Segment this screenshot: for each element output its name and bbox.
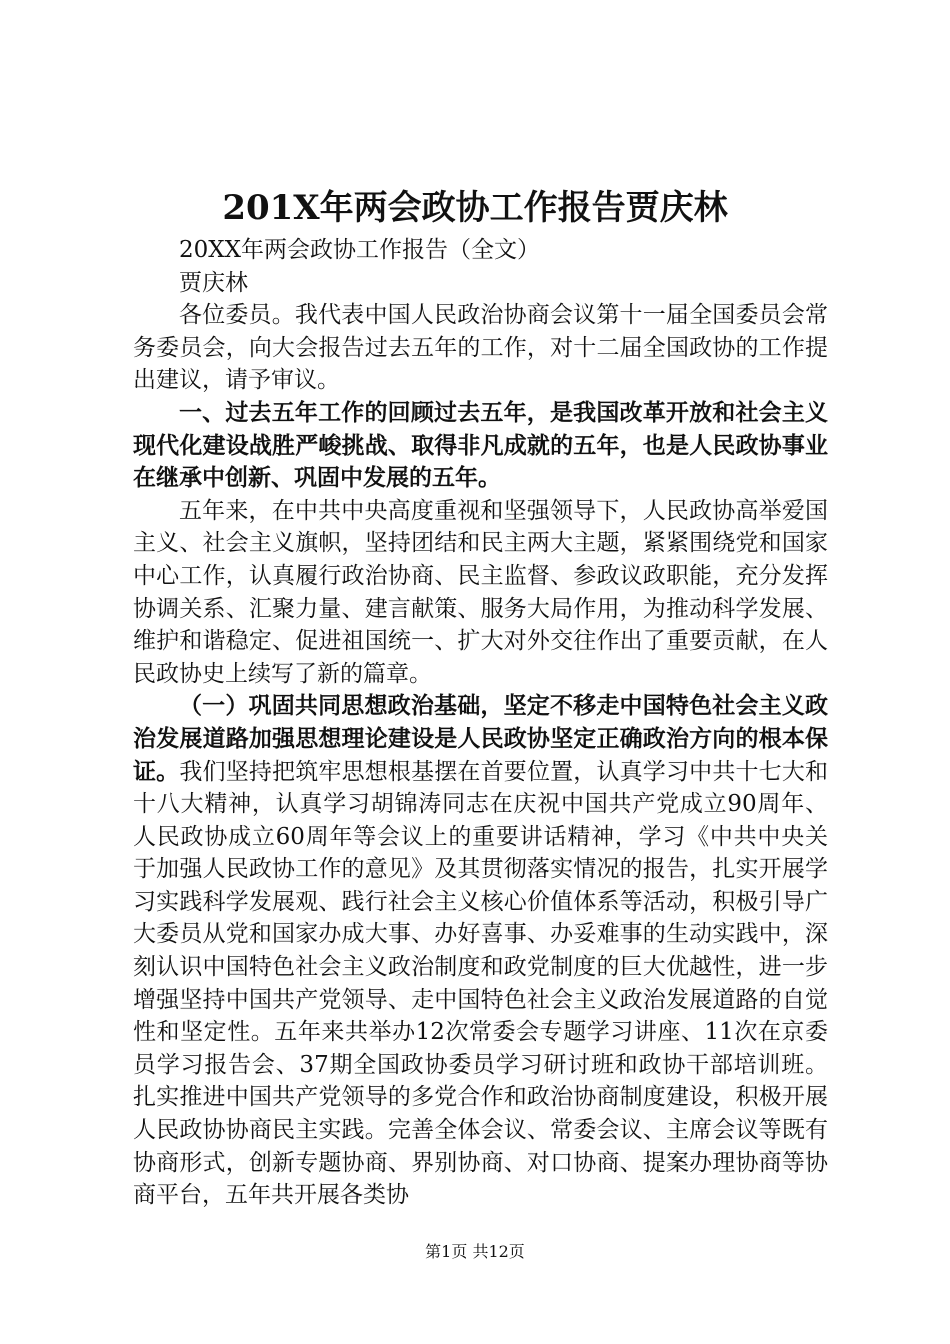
paragraph-section-one [133,690,828,1212]
paragraph-opening: 各位委员。我代表中国人民政治协商会议第十一届全国委员会常务委员会，向大会报告过去五年的工作，对十二届全国政协的工作提出建议，请予审议。 [133,302,828,394]
document-title: 201X年两会政协工作报告贾庆林 [222,188,728,228]
subsection-heading-one: （一）巩固共同思想政治基础，坚定不移走中国特色社会主义政治发展道路加强思想理论建设是人民政协坚定正确政治方向的根本保证。 [133,692,828,785]
section-heading-review: 一、过去五年工作的回顾过去五年，是我国改革开放和社会主义现代化建设战胜严峻挑战、取得非凡成就的五年，也是人民政协事业在继承中创新、巩固中发展的五年。 [133,398,828,492]
document-author: 贾庆林 [179,269,248,296]
paragraph-section-one-text: 我们坚持把筑牢思想根基摆在首要位置，认真学习中共十七大和十八大精神，认真学习胡锦涛同志在庆祝中国共产党成立90周年、人民政协成立60周年等会议上的重要讲话精神，学习《中共中央关于加强人民政协工作的意见》及其贯彻落实情况的报告，扎实开展学习实践科学发展观、践行社会主义核心价值体系等活动，积极引导广大委员从党和国家办成大事、办好喜事、办妥难事的生动实践中，深刻认识中国特色社会主义政治制度和政党制度的巨大优越性，进一步增强坚持中国共产党领导、走中国特色社会主义政治发展道路的自觉性和坚定性。五年来共举办12次常委会专题学习讲座、11次在京委员学习报告会、37期全国政协委员学习研讨班和政协干部培训班。扎实推进中国共产党领导的多党合作和政治协商制度建设，积极开展人民政协协商民主实践。完善全体会议、常委会议、主席会议等既有协商形式，创新专题协商、界别协商、对口协商、提案办理协商等协商平台，五年共开展各类协 [133,758,829,1209]
page-footer: 第1页 共12页 [425,1242,525,1261]
paragraph-five-years: 五年来，在中共中央高度重视和坚强领导下，人民政协高举爱国主义、社会主义旗帜，坚持团结和民主两大主题，紧紧围绕党和国家中心工作，认真履行政治协商、民主监督、参政议政职能，充分发挥协调关系、汇聚力量、建言献策、服务大局作用，为推动科学发展、维护和谐稳定、促进祖国统一、扩大对外交往作出了重要贡献，在人民政协史上续写了新的篇章。 [133,497,828,687]
document-body [133,234,828,1212]
document-subtitle: 20XX年两会政协工作报告（全文） [179,237,541,263]
